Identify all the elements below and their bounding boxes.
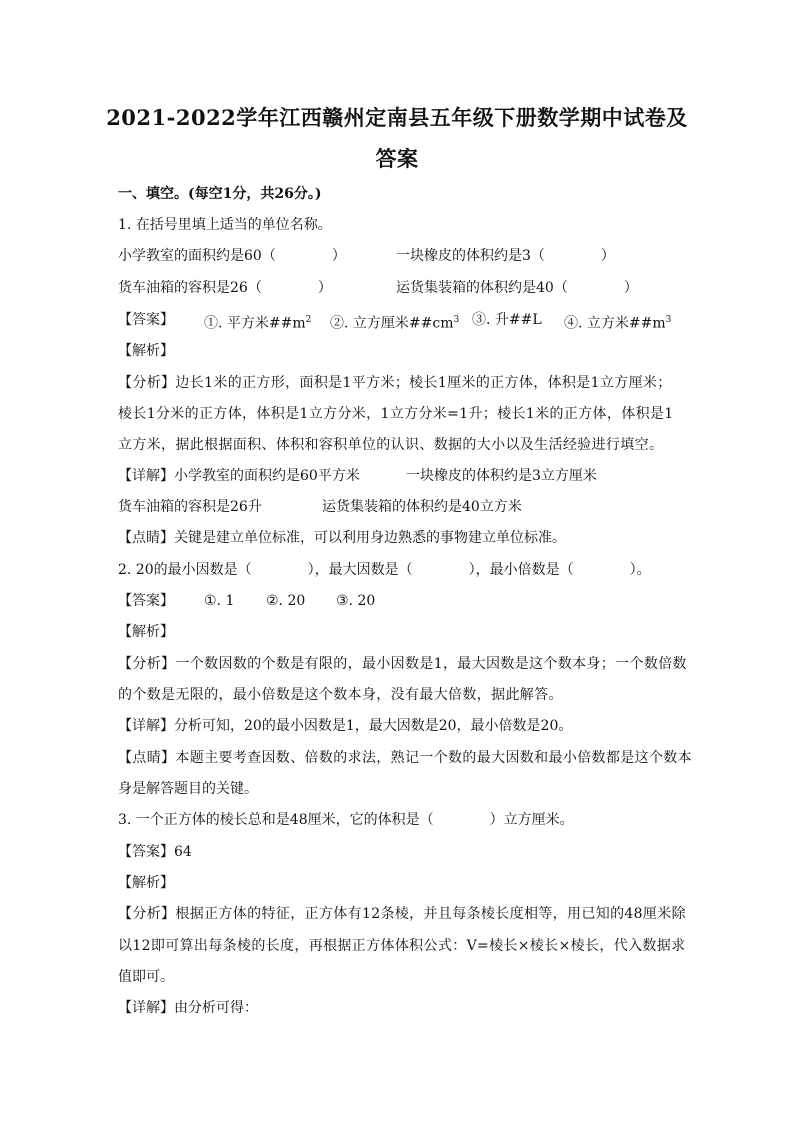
q1-fenxi-line3: 立方米，据此根据面积、体积和容积单位的认识、数据的大小以及生活经验进行填空。 <box>118 437 664 453</box>
q1-xiangjie-row2-left: 货车油箱的容积是26升 <box>118 499 262 515</box>
q2-fenxi-line1: 【分析】一个数因数的个数是有限的，最小因数是1，最大因数是这个数本身；一个数倍数 <box>118 656 687 672</box>
q2-fenxi-line2: 的个数是无限的，最小倍数是这个数本身，没有最大倍数，据此解答。 <box>118 687 563 703</box>
q1-answer-label: 【答案】 <box>118 312 174 328</box>
q2-dianjing-line1: 【点睛】本题主要考查因数、倍数的求法，熟记一个数的最大因数和最小倍数都是这个数本 <box>118 750 693 766</box>
q2-stem: 2. 20的最小因数是（ ），最大因数是（ ），最小倍数是（ ）。 <box>118 562 651 578</box>
q1-answer-3: ③. 升##L <box>472 312 542 328</box>
q3-fenxi-line3: 值即可。 <box>118 969 174 985</box>
q1-stem: 1. 在括号里填上适当的单位名称。 <box>118 217 332 233</box>
q1-dianjing: 【点睛】关键是建立单位标准，可以利用身边熟悉的事物建立单位标准。 <box>118 530 566 546</box>
q1-analysis-label: 【解析】 <box>118 343 174 359</box>
q1-fenxi-line1: 【分析】边长1米的正方形，面积是1平方米；棱长1厘米的正方体，体积是1立方厘米； <box>118 375 672 391</box>
q3-fenxi-line2: 以12即可算出每条棱的长度，再根据正方体体积公式：V=棱长×棱长×棱长，代入数据求 <box>118 938 686 954</box>
q1-blank-classroom-area: 小学教室的面积约是60（ ） <box>118 248 346 264</box>
q3-stem: 3. 一个正方体的棱长总和是48厘米，它的体积是（ ）立方厘米。 <box>118 812 574 828</box>
q3-answer: 【答案】64 <box>118 844 192 860</box>
q2-xiangjie: 【详解】分析可知，20的最小因数是1，最大因数是20，最小倍数是20。 <box>118 718 573 734</box>
q1-answer-2: ②. 立方厘米$\#\#cm^3$ <box>330 315 460 332</box>
q1-answer-4: ④. 立方米$\#\#m^3$ <box>564 315 672 332</box>
q2-answer-label: 【答案】 <box>118 593 174 609</box>
q2-answer-1: ①. 1 <box>204 593 235 609</box>
q3-analysis-label: 【解析】 <box>118 875 174 891</box>
q1-fenxi-line2: 棱长1分米的正方体，体积是1立方分米，1立方分米=1升；棱长1米的正方体，体积是1 <box>118 406 674 422</box>
q2-answer-3: ③. 20 <box>336 593 376 609</box>
q3-fenxi-line1: 【分析】根据正方体的特征，正方体有12条棱，并且每条棱长度相等，用已知的48厘米除 <box>118 906 686 922</box>
q1-blank-eraser-volume: 一块橡皮的体积约是3（ ） <box>396 248 615 264</box>
q1-blank-container-volume: 运货集装箱的体积约是40（ ） <box>396 280 638 296</box>
page-title-line2: 答案 <box>375 146 419 171</box>
page-title-line1: 2021-2022学年江西赣州定南县五年级下册数学期中试卷及 <box>106 105 688 130</box>
q1-xiangjie-row1-right: 一块橡皮的体积约是3立方厘米 <box>406 468 597 484</box>
section-heading: 一、填空。(每空1分，共26分。) <box>118 186 322 202</box>
q2-dianjing-line2: 身是解答题目的关键。 <box>118 781 258 797</box>
q2-answer-2: ②. 20 <box>266 593 306 609</box>
q2-analysis-label: 【解析】 <box>118 624 174 640</box>
q1-xiangjie-row1-left: 【详解】小学教室的面积约是60平方米 <box>118 468 360 484</box>
q1-xiangjie-row2-right: 运货集装箱的体积约是40立方米 <box>322 499 522 515</box>
q1-answer-1: ①. 平方米$\#\#m^2$ <box>204 315 312 332</box>
q1-blank-fuel-tank: 货车油箱的容积是26（ ） <box>118 280 332 296</box>
q3-xiangjie: 【详解】由分析可得： <box>118 1000 258 1016</box>
